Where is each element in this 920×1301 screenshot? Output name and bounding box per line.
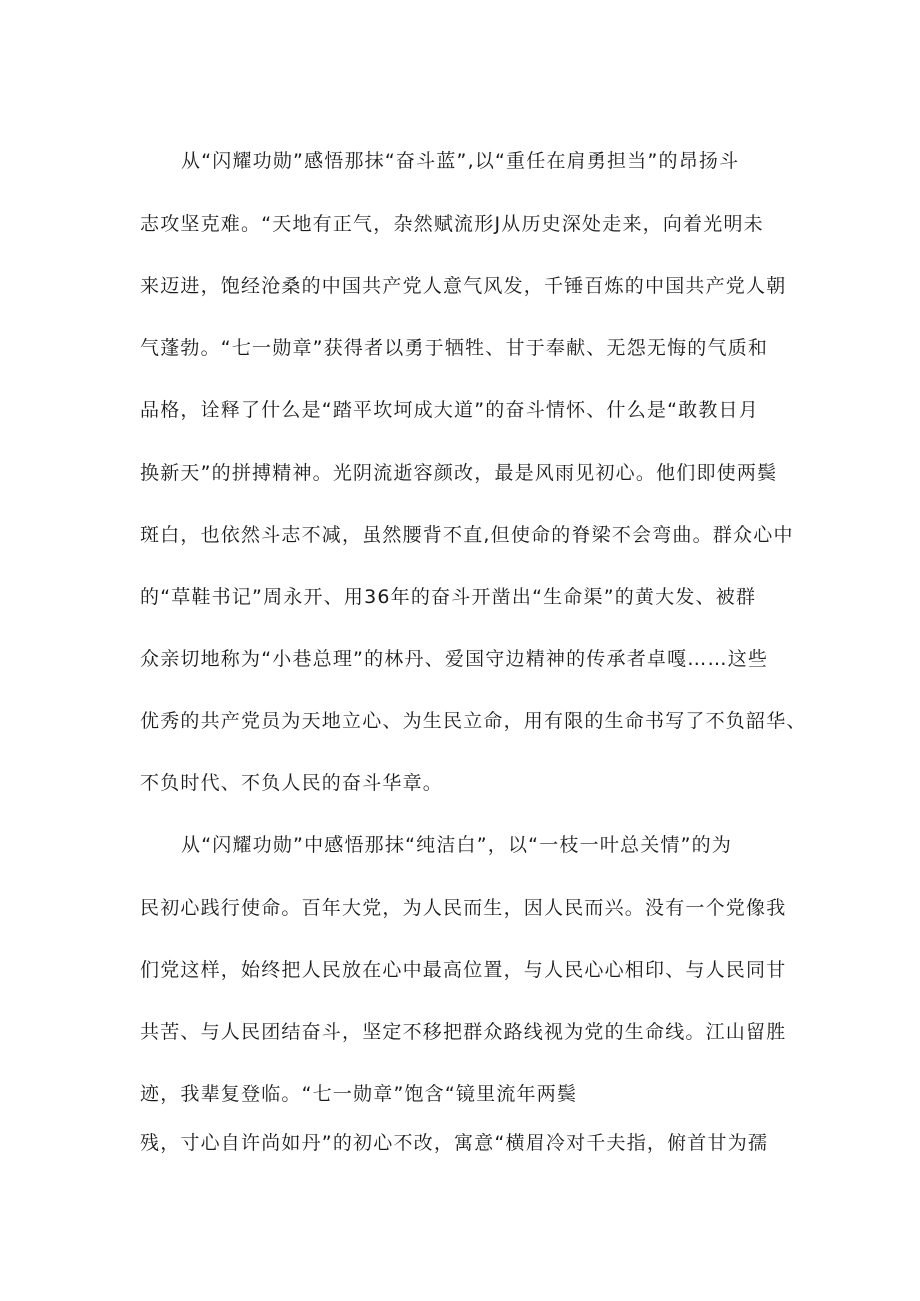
paragraph-1-line-8: 的“草鞋书记”周永开、用36年的奋斗开凿出“生命渠”的黄大发、被群 — [140, 586, 757, 608]
paragraph-1-line-3: 来迈进，饱经沧桑的中国共产党人意气风发，千锤百炼的中国共产党人朝 — [140, 275, 787, 297]
paragraph-1-line-6: 换新天”的拼搏精神。光阴流逝容颜改，最是风雨见初心。他们即使两鬓 — [140, 462, 778, 484]
paragraph-1-line-7: 斑白，也依然斗志不减，虽然腰背不直,但使命的脊梁不会弯曲。群众心中 — [140, 524, 794, 546]
paragraph-2-line-3: 们党这样，始终把人民放在心中最高位置，与人民心心相印、与人民同甘 — [140, 959, 787, 981]
paragraph-2-line-1: 从“闪耀功勋”中感悟那抹“纯洁白”，以“一枝一叶总关情”的为 — [181, 834, 733, 856]
paragraph-1-line-4: 气蓬勃。“七一勋章”获得者以勇于牺牲、甘于奉献、无怨无悔的气质和 — [140, 337, 769, 359]
paragraph-1-line-10: 优秀的共产党员为天地立心、为生民立命，用有限的生命书写了不负韶华、 — [140, 710, 807, 732]
paragraph-1-line-9: 众亲切地称为“小巷总理”的林丹、爱国守边精神的传承者卓嘎……这些 — [140, 648, 769, 670]
paragraph-2-line-4: 共苦、与人民团结奋斗，坚定不移把群众路线视为党的生命线。江山留胜 — [140, 1021, 787, 1043]
paragraph-2-line-6: 残，寸心自许尚如丹”的初心不改，寓意“横眉冷对千夫指，俯首甘为孺 — [140, 1132, 769, 1154]
paragraph-1-line-1: 从“闪耀功勋”感悟那抹“奋斗蓝”,以“重任在肩勇担当”的昂扬斗 — [181, 150, 740, 172]
paragraph-1-line-2: 志攻坚克难。“天地有正气，杂然赋流形J从历史深处走来，向着光明未 — [140, 213, 764, 235]
paragraph-2-line-2: 民初心践行使命。百年大党，为人民而生，因人民而兴。没有一个党像我 — [140, 897, 787, 919]
paragraph-1-line-11: 不负时代、不负人民的奋斗华章。 — [140, 772, 444, 794]
paragraph-2-line-5: 迹，我辈复登临。“七一勋章”饱含“镜里流年两鬓 — [140, 1083, 578, 1105]
paragraph-1-line-5: 品格，诠释了什么是“踏平坎坷成大道”的奋斗情怀、什么是“敢教日月 — [140, 399, 759, 421]
